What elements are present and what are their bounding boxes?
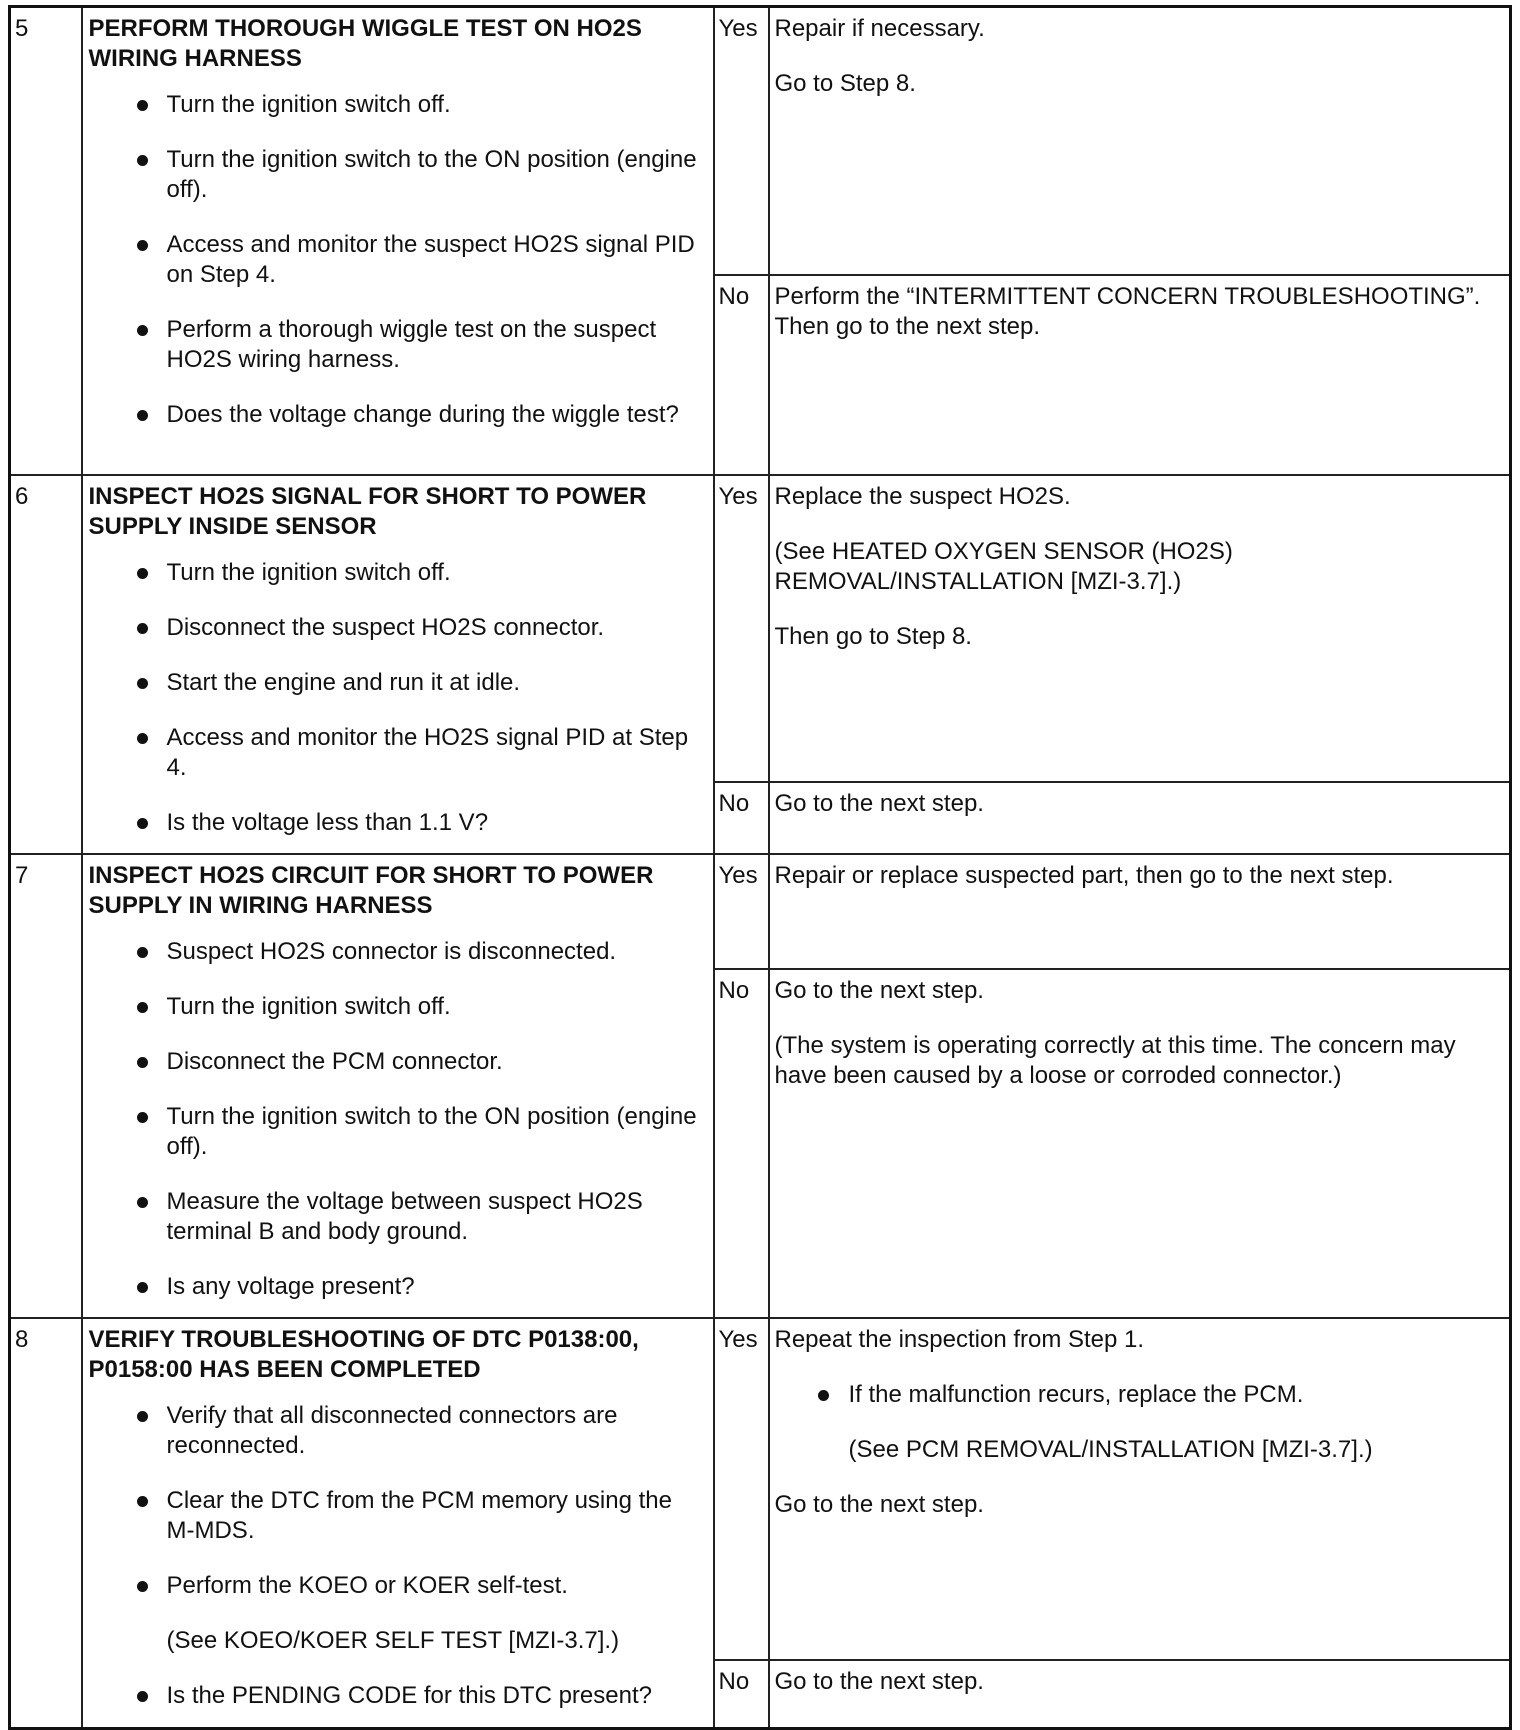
bullet-icon — [137, 678, 148, 689]
bullet-icon — [137, 1002, 148, 1013]
step-6-row-yes — [10, 475, 1511, 782]
yes-label: Yes — [714, 1318, 769, 1660]
list-item: Turn the ignition switch off. — [129, 90, 707, 120]
step-items — [89, 558, 707, 838]
bullet-icon — [137, 947, 148, 958]
bullet-icon — [137, 1197, 148, 1208]
list-item: Verify that all disconnected connectors are reconnected. — [129, 1401, 707, 1461]
no-label: No — [714, 275, 769, 475]
list-item: Perform the KOEO or KOER self-test. (See KOEO/KOER SELF TEST [MZI-3.7].) — [129, 1571, 707, 1656]
no-label: No — [714, 969, 769, 1318]
list-item: Suspect HO2S connector is disconnected. — [129, 937, 707, 967]
no-action: Go to the next step. — [769, 782, 1511, 854]
list-item: Turn the ignition switch off. — [129, 992, 707, 1022]
bullet-icon — [137, 325, 148, 336]
bullet-icon — [137, 240, 148, 251]
list-item: Does the voltage change during the wiggle test? — [129, 400, 707, 430]
step-test-cell — [82, 7, 714, 475]
yes-action: Repeat the inspection from Step 1. If the malfunction recurs, replace the PCM. (See PCM REMOVAL/INSTALLATION [MZI-3.7].) Go to the next step. — [769, 1318, 1511, 1660]
step-number: 5 — [10, 7, 82, 475]
yes-action: Repair if necessary. Go to Step 8. — [769, 7, 1511, 275]
list-item: Is any voltage present? — [129, 1272, 707, 1302]
yes-label: Yes — [714, 854, 769, 969]
list-item: Disconnect the suspect HO2S connector. — [129, 613, 707, 643]
list-item: Turn the ignition switch to the ON position (engine off). — [129, 145, 707, 205]
bullet-icon — [137, 1057, 148, 1068]
troubleshooting-sheet — [8, 5, 1512, 1724]
bullet-icon — [137, 410, 148, 421]
yes-label: Yes — [714, 7, 769, 275]
bullet-icon — [137, 1581, 148, 1592]
bullet-icon — [137, 733, 148, 744]
list-item: Measure the voltage between suspect HO2S terminal B and body ground. — [129, 1187, 707, 1247]
no-action: Go to the next step. (The system is operating correctly at this time. The concern may have been caused by a loose or corroded connector.) — [769, 969, 1511, 1318]
bullet-icon — [137, 1496, 148, 1507]
no-label: No — [714, 782, 769, 854]
no-action: Go to the next step. — [769, 1660, 1511, 1729]
step-5-row-yes — [10, 7, 1511, 275]
step-note: (See KOEO/KOER SELF TEST [MZI-3.7].) — [166, 1626, 620, 1654]
bullet-icon — [137, 1282, 148, 1293]
step-8-row-yes — [10, 1318, 1511, 1660]
bullet-icon — [818, 1390, 829, 1401]
step-items — [89, 1401, 707, 1711]
list-item: Turn the ignition switch to the ON position (engine off). — [129, 1102, 707, 1162]
no-action: Perform the “INTERMITTENT CONCERN TROUBLESHOOTING”. Then go to the next step. — [769, 275, 1511, 475]
step-title: INSPECT HO2S SIGNAL FOR SHORT TO POWER SUPPLY INSIDE SENSOR — [88, 482, 647, 540]
bullet-icon — [137, 1411, 148, 1422]
list-item: Clear the DTC from the PCM memory using the M-MDS. — [129, 1486, 707, 1546]
step-test-cell — [82, 1318, 714, 1729]
sub-note: (See PCM REMOVAL/INSTALLATION [MZI-3.7].) — [848, 1435, 1373, 1463]
step-title: VERIFY TROUBLESHOOTING OF DTC P0138:00, P0158:00 HAS BEEN COMPLETED — [88, 1325, 639, 1383]
step-number: 6 — [10, 475, 82, 854]
step-title: PERFORM THOROUGH WIGGLE TEST ON HO2S WIRING HARNESS — [88, 15, 642, 72]
bullet-icon — [137, 818, 148, 829]
list-item: Perform a thorough wiggle test on the suspect HO2S wiring harness. — [129, 315, 707, 375]
step-7-row-yes — [10, 854, 1511, 969]
list-item: Is the voltage less than 1.1 V? — [129, 808, 707, 838]
list-item: Access and monitor the suspect HO2S signal PID on Step 4. — [129, 230, 707, 290]
yes-label: Yes — [714, 475, 769, 782]
yes-action: Replace the suspect HO2S. (See HEATED OXYGEN SENSOR (HO2S) REMOVAL/INSTALLATION [MZI-3.7].) Then go to Step 8. — [769, 475, 1511, 782]
sub-items — [775, 1380, 1504, 1410]
step-items — [89, 90, 707, 430]
list-item: Disconnect the PCM connector. — [129, 1047, 707, 1077]
bullet-icon — [137, 623, 148, 634]
bullet-icon — [137, 1112, 148, 1123]
list-item: Turn the ignition switch off. — [129, 558, 707, 588]
bullet-icon — [137, 1691, 148, 1702]
yes-action: Repair or replace suspected part, then go to the next step. — [769, 854, 1511, 969]
list-item: Access and monitor the HO2S signal PID at Step 4. — [129, 723, 707, 783]
list-item: Is the PENDING CODE for this DTC present? — [129, 1681, 707, 1711]
step-test-cell — [82, 475, 714, 854]
list-item: Start the engine and run it at idle. — [129, 668, 707, 698]
bullet-icon — [137, 568, 148, 579]
step-items — [89, 937, 707, 1302]
step-title: INSPECT HO2S CIRCUIT FOR SHORT TO POWER SUPPLY IN WIRING HARNESS — [88, 861, 654, 919]
step-number: 8 — [10, 1318, 82, 1729]
bullet-icon — [137, 100, 148, 111]
no-label: No — [714, 1660, 769, 1729]
troubleshooting-table — [8, 5, 1512, 1730]
list-item: If the malfunction recurs, replace the PCM. — [813, 1380, 1504, 1410]
step-number: 7 — [10, 854, 82, 1318]
bullet-icon — [137, 155, 148, 166]
step-test-cell — [82, 854, 714, 1318]
